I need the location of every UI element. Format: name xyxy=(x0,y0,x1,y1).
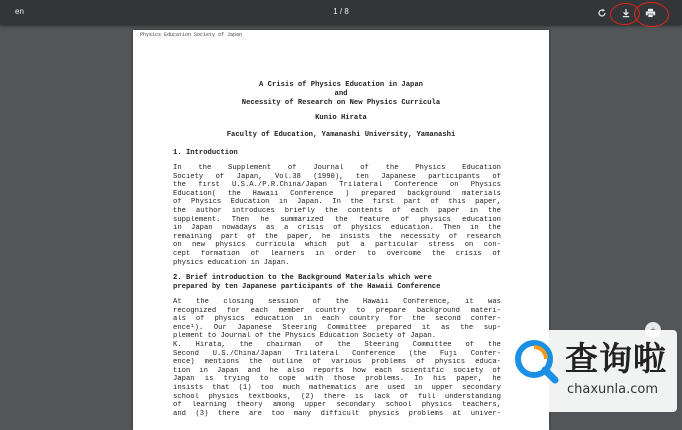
text-line: In the Supplement of Journal of the Physics Education xyxy=(173,164,501,172)
text-line: insists that (1) too much mathematics are used in upper secondary xyxy=(173,383,501,392)
text-line: tion in Japan and he also reports how each scientific society of xyxy=(173,366,501,375)
running-header: Physics Education Society of Japan xyxy=(140,32,243,38)
page-counter[interactable]: 1 / 8 xyxy=(333,7,349,16)
text-line: plement to Journal of the Physics Education Society of Japan. xyxy=(173,332,437,341)
text-line: K. Hirata, the chairman of the Steering Committee of the xyxy=(173,340,501,349)
text-line: of learning theory among upper secondary school physics teachers, xyxy=(173,401,501,410)
section-heading-line: 2. Brief introduction to the Background Materials which were xyxy=(173,274,432,282)
author-affiliation: Faculty of Education, Yamanashi University, Yamanashi xyxy=(226,131,456,139)
paper-title-line: A Crisis of Physics Education in Japan xyxy=(259,81,423,89)
author-name: Kunio Hirata xyxy=(315,114,367,122)
text-line: supplement. Then he summarized the feature of physics education xyxy=(173,215,501,224)
paper-title-line: Necessity of Research on New Physics Curricula xyxy=(241,99,441,107)
text-line: Japan is trying to cope with those problems. In his paper, he xyxy=(173,375,501,384)
text-line: in Japan nowadays as a crisis of physics education. Then in the xyxy=(173,224,501,233)
red-circle-annotation xyxy=(633,1,669,28)
text-line: Society of Japan, Vol.38 (1990), ten Japanese participants of xyxy=(173,172,501,181)
text-line: remaining part of the paper, he insists the necessity of research xyxy=(173,232,501,241)
section-heading xyxy=(173,274,440,292)
watermark-url: chaxunla.com xyxy=(567,382,658,397)
magnifier-logo-icon xyxy=(513,338,559,384)
rotate-button[interactable] xyxy=(592,3,611,22)
text-line: ence¹). Our Japanese Steering Committee prepared it as the sup- xyxy=(173,323,501,332)
text-line: ence) mentions the outline of various problems of physics educa- xyxy=(173,358,501,367)
text-line: on new physics curricula which put a particular stress on con- xyxy=(173,241,501,250)
text-line: the author introduces briefly the contents of each paper in the xyxy=(173,206,501,215)
text-line: Second U.S./China/Japan Trilateral Conference (the Fuji Confer- xyxy=(173,349,501,358)
text-line: cept formation of learners in order to overcome the crisis of xyxy=(173,249,501,258)
section-2-body xyxy=(173,298,501,418)
text-line: At the closing session of the Hawaii Conference, it was xyxy=(173,298,501,306)
pdf-page xyxy=(133,30,549,430)
document-title: en xyxy=(15,7,24,16)
watermark xyxy=(505,330,677,412)
paper-title-line: and xyxy=(334,90,348,98)
section-1-body xyxy=(173,164,501,267)
watermark-brand: 查询啦 xyxy=(565,339,667,378)
text-line: als of physics education in each country for the second confer- xyxy=(173,315,501,324)
text-line: physics education in Japan. xyxy=(173,258,290,267)
section-heading-line: prepared by ten Japanese participants of the Hawaii Conference xyxy=(173,283,441,291)
text-line: the first U.S.A./P.R.China/Japan Trilateral Conference on Physics xyxy=(173,181,501,190)
rotate-icon xyxy=(597,8,607,18)
text-line: Education( the Hawaii Conference ) prepared background materials xyxy=(173,189,501,198)
text-line: school physics textbooks, (2) there is lack of full understanding xyxy=(173,392,501,401)
section-heading: 1. Introduction xyxy=(173,149,238,157)
text-line: recognized for each member country to prepare background materi- xyxy=(173,306,501,315)
text-line: and (3) there are too many difficult physics problems at univer- xyxy=(173,409,501,418)
viewer-toolbar xyxy=(0,0,682,25)
text-line: of Physics Education in Japan. In the first part of this paper, xyxy=(173,198,501,207)
